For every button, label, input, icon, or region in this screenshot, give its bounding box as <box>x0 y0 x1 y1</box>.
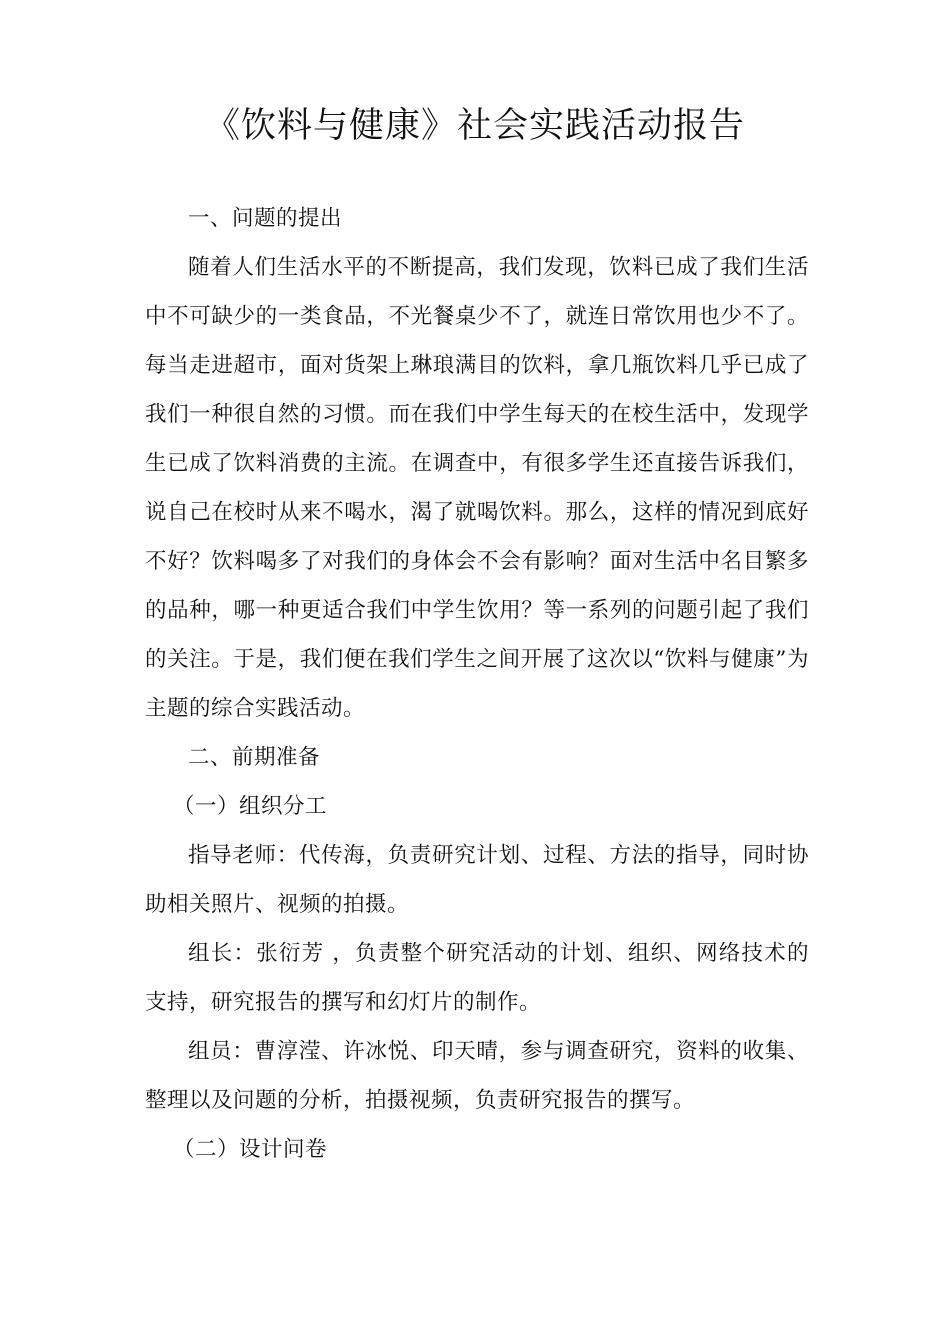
paragraph-members: 组员：曹淳滢、许冰悦、印天晴，参与调查研究，资料的收集、整理以及问题的分析，拍摄视频，负责研究报告的撰写。 <box>145 1039 809 1113</box>
document-body <box>145 194 809 1174</box>
subsection-heading-organization: （一）组织分工 <box>172 794 327 819</box>
paragraph-problem-description: 随着人们生活水平的不断提高，我们发现，饮料已成了我们生活中不可缺少的一类食品，不光餐桌少不了，就连日常饮用也少不了。每当走进超市，面对货架上琳琅满目的饮料，拿几瓶饮料几乎已成了我们一种很自然的习惯。而在我们中学生每天的在校生活中，发现学生已成了饮料消费的主流。在调查中，有很多学生还直接告诉我们，说自己在校时从来不喝水，渴了就喝饮料。那么，这样的情况到底好不好？饮料喝多了对我们的身体会不会有影响？面对生活中名目繁多的品种，哪一种更适合我们中学生饮用？等一系列的问题引起了我们的关注。于是，我们便在我们学生之间开展了这次以“饮料与健康”为主题的综合实践活动。 <box>145 255 809 721</box>
section-heading-problem: 一、问题的提出 <box>188 206 343 231</box>
section-heading-preparation: 二、前期准备 <box>188 745 321 770</box>
paragraph-advisor: 指导老师：代传海，负责研究计划、过程、方法的指导，同时协助相关照片、视频的拍摄。 <box>145 843 809 917</box>
subsection-heading-questionnaire: （二）设计问卷 <box>172 1137 327 1162</box>
paragraph-leader: 组长：张衍芳 ，负责整个研究活动的计划、组织、网络技术的支持，研究报告的撰写和幻灯片的制作。 <box>145 941 809 1015</box>
document-title: 《饮料与健康》社会实践活动报告 <box>204 106 745 146</box>
